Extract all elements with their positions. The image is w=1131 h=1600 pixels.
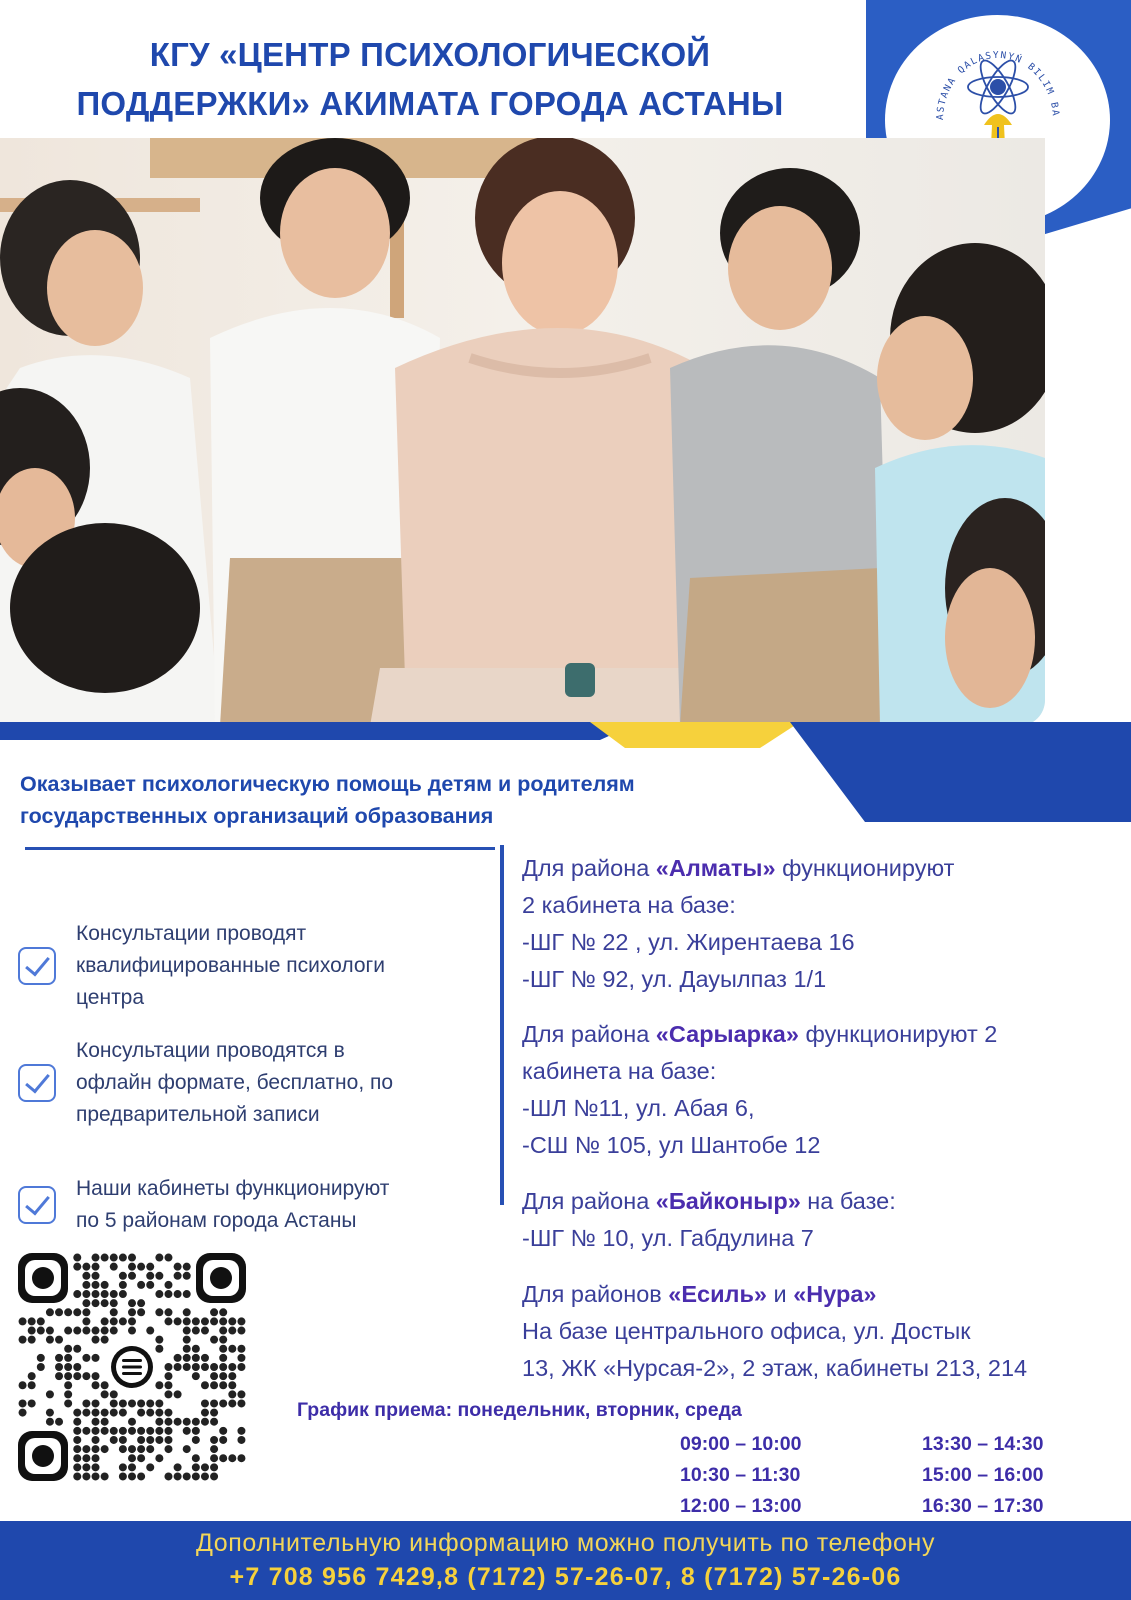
- address: -ШЛ №11, ул. Абая 6,: [522, 1095, 755, 1121]
- feature-item-districts: [18, 1173, 389, 1237]
- schedule-slot: 09:00 – 10:00: [680, 1433, 802, 1455]
- address: На базе центрального офиса, ул. Достык: [522, 1318, 971, 1344]
- qr-code[interactable]: [18, 1253, 246, 1481]
- subtitle: [20, 768, 880, 832]
- page-title: [20, 30, 840, 128]
- district-name: «Байконыр»: [655, 1188, 801, 1214]
- title-line-1: КГУ «ЦЕНТР ПСИХОЛОГИЧЕСКОЙ: [149, 36, 711, 73]
- schedule-slot: 12:00 – 13:00: [680, 1495, 802, 1517]
- checkmark-icon: [18, 1186, 56, 1224]
- feature-text: Консультации проводятся в офлайн формате, бесплатно, по предварительной записи: [76, 1039, 394, 1126]
- footer-info-text: Дополнительную информацию можно получить по телефону: [195, 1529, 936, 1557]
- subtitle-line-1: Оказывает психологическую помощь детям и родителям: [20, 772, 635, 796]
- district-name: «Нура»: [793, 1281, 877, 1307]
- schedule-title: График приема: понедельник, вторник, среда: [297, 1399, 742, 1421]
- schedule-slot: 13:30 – 14:30: [922, 1433, 1044, 1455]
- column-divider: [500, 845, 504, 1205]
- group-counseling-illustration: [0, 138, 1045, 726]
- logo-ring-text: ASTANA QALASYNYŃ BILIM BA: [934, 49, 1062, 121]
- address: -СШ № 105, ул Шантобе 12: [522, 1132, 821, 1158]
- subtitle-line-2: государственных организаций образования: [20, 804, 494, 828]
- district-name: «Сарыарка»: [655, 1021, 799, 1047]
- hero-photo: [0, 138, 1045, 726]
- address: -ШГ № 92, ул. Дауылпаз 1/1: [522, 966, 827, 992]
- title-line-2: ПОДДЕРЖКИ» АКИМАТА ГОРОДА АСТАНЫ: [76, 85, 784, 122]
- qr-finder-top-right: [196, 1253, 246, 1303]
- district-name: «Есиль»: [668, 1281, 767, 1307]
- address: -ШГ № 22 , ул. Жирентаева 16: [522, 929, 855, 955]
- footer-phone-numbers[interactable]: +7 708 956 7429,8 (7172) 57-26-07, 8 (7172) 57-26-06: [229, 1563, 902, 1591]
- checkmark-icon: [18, 947, 56, 985]
- subtitle-underline: [25, 847, 495, 850]
- feature-item-qualified: [18, 918, 385, 1014]
- district-saryarka: Для района «Сарыарка» функционируют 2 кабинета на базе: -ШЛ №11, ул. Абая 6, -СШ № 105, ул Шантобе 12: [522, 1016, 1112, 1164]
- feature-item-offline: [18, 1035, 393, 1131]
- feature-text: Наши кабинеты функционируют по 5 районам города Астаны: [76, 1177, 390, 1232]
- svg-text:ASTANA QALASYNYŃ BILIM BASQARM: [885, 15, 1061, 120]
- checkmark-icon: [18, 1064, 56, 1102]
- address: -ШГ № 10, ул. Габдулина 7: [522, 1225, 814, 1251]
- footer: [0, 1521, 1131, 1600]
- schedule-slot: 16:30 – 17:30: [922, 1495, 1044, 1517]
- district-esil-nura: Для районов «Есиль» и «Нура» На базе центрального офиса, ул. Достык 13, ЖК «Нурсая-2», 2 этаж, кабинеты 213, 214: [522, 1276, 1112, 1387]
- district-almaty: Для района «Алматы» функционируют 2 кабинета на базе: -ШГ № 22 , ул. Жирентаева 16 -ШГ № 92, ул. Дауылпаз 1/1: [522, 850, 1112, 998]
- address: 13, ЖК «Нурсая-2», 2 этаж, кабинеты 213, 214: [522, 1355, 1028, 1381]
- schedule-slot: 10:30 – 11:30: [680, 1464, 801, 1486]
- district-name: «Алматы»: [655, 855, 776, 881]
- district-baikonur: Для района «Байконыр» на базе: -ШГ № 10, ул. Габдулина 7: [522, 1183, 1112, 1257]
- qr-finder-bottom-left: [18, 1431, 68, 1481]
- qr-finder-top-left: [18, 1253, 68, 1303]
- feature-text: Консультации проводят квалифицированные психологи центра: [76, 922, 385, 1009]
- schedule-slot: 15:00 – 16:00: [922, 1464, 1044, 1486]
